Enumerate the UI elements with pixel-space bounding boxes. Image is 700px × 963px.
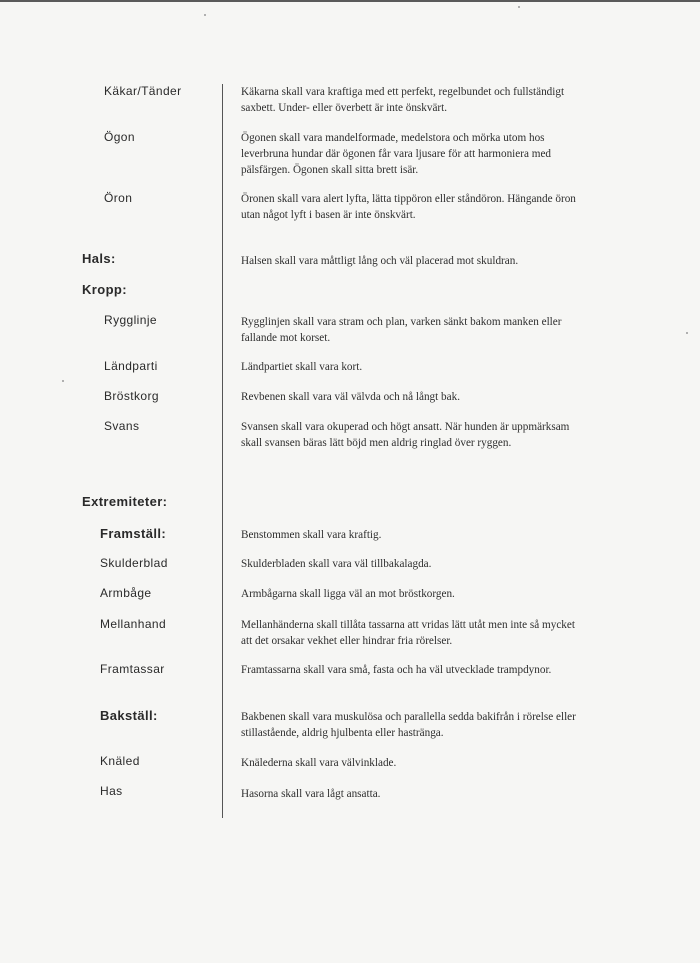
term-kakar-tander: Käkar/Tänder <box>104 84 182 98</box>
desc-has: Hasorna skall vara lågt ansatta. <box>241 788 381 800</box>
desc-mellanhand: Mellanhänderna skall tillåta tassarna att vridas lätt utåt men inte så mycket att det orsakar vekhet eller hindrar fria rörelser. <box>241 619 575 647</box>
subheading-framstall: Framställ: <box>100 526 167 541</box>
term-mellanhand: Mellanhand <box>100 617 167 631</box>
heading-extremiteter: Extremiteter: <box>82 494 168 509</box>
desc-brostkorg: Revbenen skall vara väl välvda och nå långt bak. <box>241 391 461 403</box>
scan-speck <box>518 6 520 8</box>
term-rygglinje: Rygglinje <box>104 313 157 327</box>
desc-rygglinje: Rygglinjen skall vara stram och plan, varken sänkt bakom manken eller fallande mot korset. <box>241 316 562 344</box>
term-knaled: Knäled <box>100 754 140 768</box>
desc-framtassar: Framtassarna skall vara små, fasta och ha väl utvecklade trampdynor. <box>241 664 552 676</box>
scan-top-edge <box>0 0 700 2</box>
desc-armbage: Armbågarna skall ligga väl an mot bröstkorgen. <box>241 588 455 600</box>
desc-knaled: Knälederna skall vara välvinklade. <box>241 757 397 769</box>
term-skulderblad: Skulderblad <box>100 556 168 570</box>
term-has: Has <box>100 784 123 798</box>
desc-skulderblad: Skulderbladen skall vara väl tillbakalagda. <box>241 558 432 570</box>
term-framtassar: Framtassar <box>100 662 165 676</box>
term-svans: Svans <box>104 419 140 433</box>
desc-ogon: Ögonen skall vara mandelformade, medelstora och mörka utom hos leverbruna hundar där ögonen får vara ljusare för att harmoniera med pälsfärgen. Ögonen skall sitta brett isär. <box>241 132 551 176</box>
term-brostkorg: Bröstkorg <box>104 389 159 403</box>
desc-bakstall: Bakbenen skall vara muskulösa och parallella sedda bakifrån i rörelse eller stillastående, aldrig hjulbenta eller hasträngа. <box>241 711 576 739</box>
scan-speck <box>686 332 688 334</box>
subheading-bakstall: Bakställ: <box>100 708 158 723</box>
desc-kakar-tander: Käkarna skall vara kraftiga med ett perfekt, regelbundet och fullständigt saxbett. Under- eller överbett är inte önskvärt. <box>241 86 565 114</box>
term-landparti: Ländparti <box>104 359 158 373</box>
term-ogon: Ögon <box>104 130 135 144</box>
heading-kropp: Kropp: <box>82 282 127 297</box>
scan-speck <box>62 380 64 382</box>
desc-hals: Halsen skall vara måttligt lång och väl placerad mot skuldran. <box>241 255 519 267</box>
term-armbage: Armbåge <box>100 586 152 600</box>
desc-framstall: Benstommen skall vara kraftig. <box>241 529 382 541</box>
desc-oron: Öronen skall vara alert lyfta, lätta tippöron eller ståndöron. Hängande öron utan något lyft i basen är inte önskvärt. <box>241 193 576 221</box>
column-divider <box>222 84 223 818</box>
heading-hals: Hals: <box>82 251 116 266</box>
desc-landparti: Ländpartiet skall vara kort. <box>241 361 363 373</box>
term-oron: Öron <box>104 191 133 205</box>
scan-speck <box>204 14 206 16</box>
desc-svans: Svansen skall vara okuperad och högt ansatt. När hunden är uppmärksam skall svansen bäras lätt böjd men aldrig ringlad över ryggen. <box>241 421 570 449</box>
